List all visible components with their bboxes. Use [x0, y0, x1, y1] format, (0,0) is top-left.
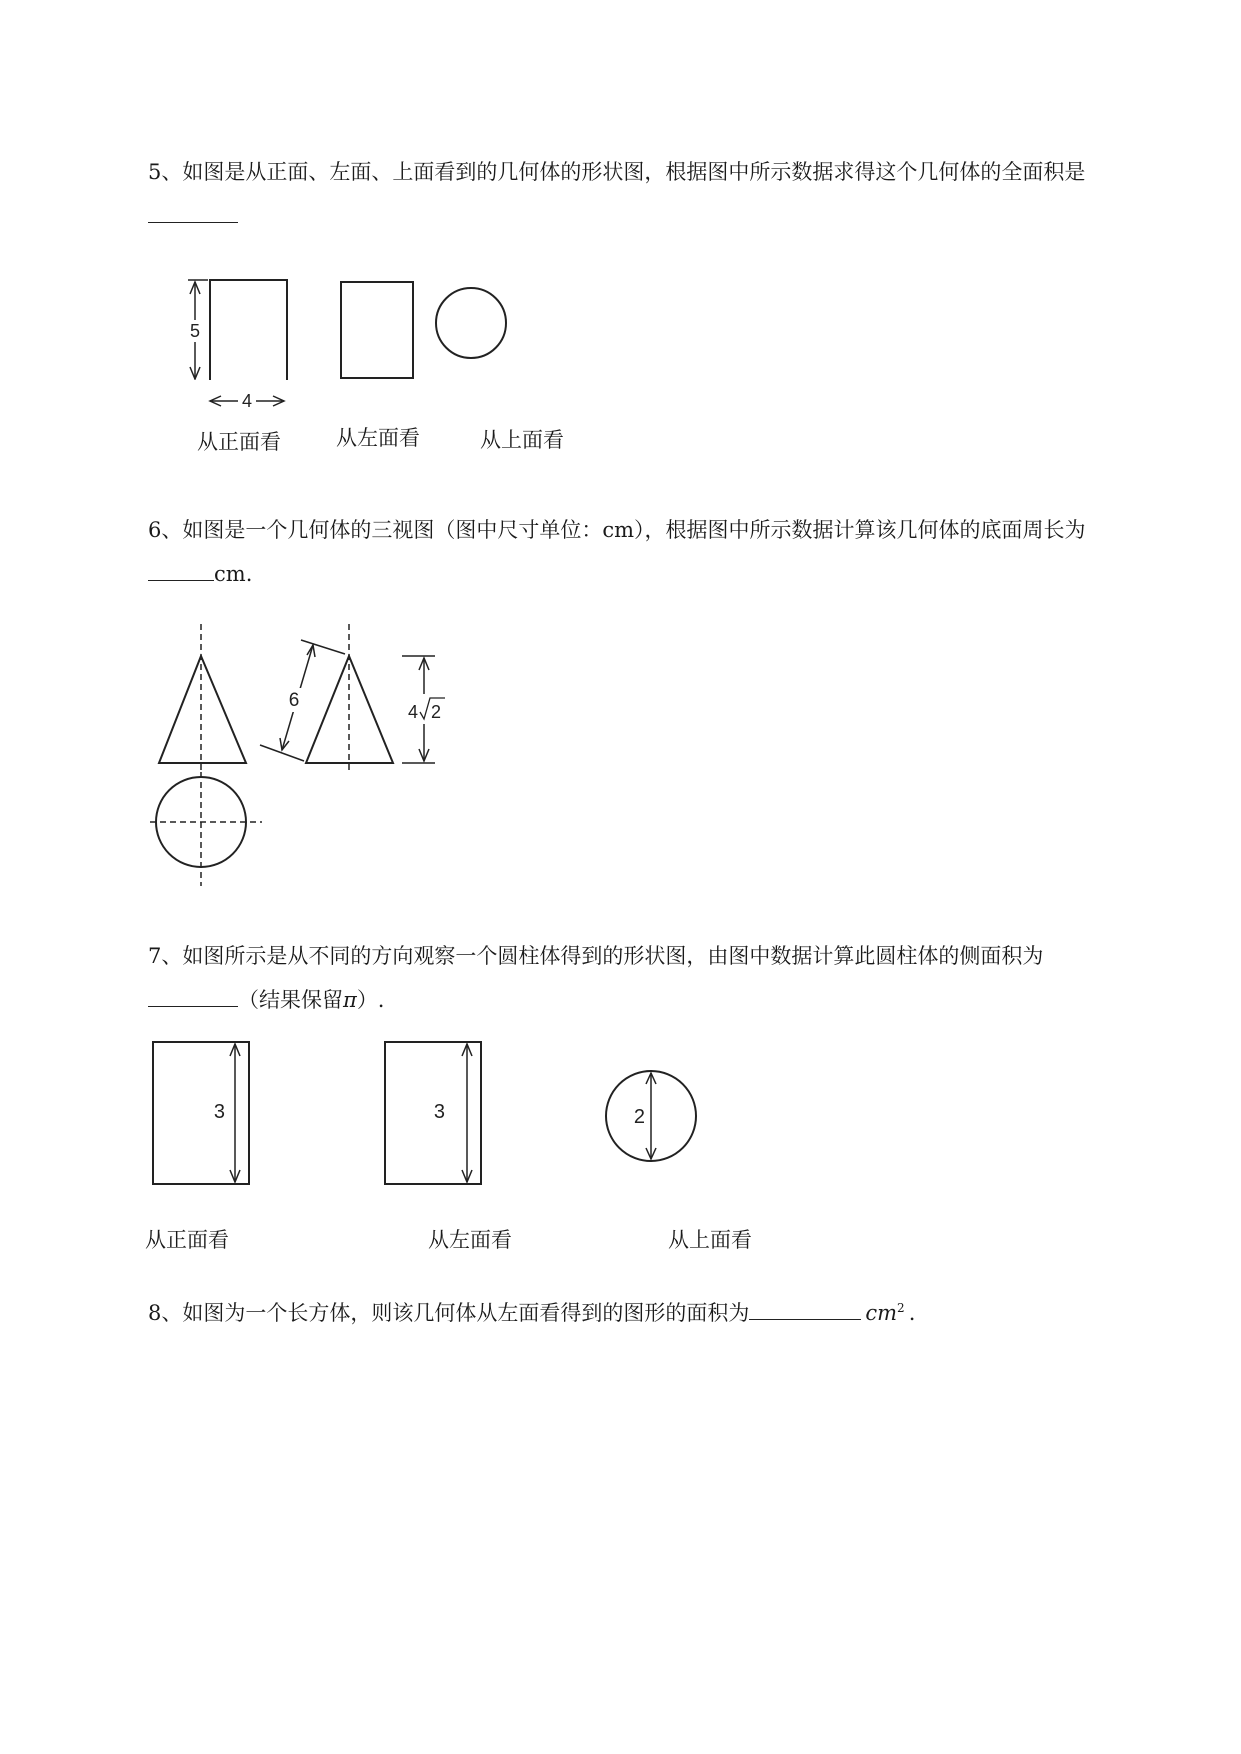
question-7: 7、如图所示是从不同的方向观察一个圆柱体得到的形状图，由图中数据计算此圆柱体的侧面积为 （结果保留π）. — [148, 934, 1158, 1022]
question-6: 6、如图是一个几何体的三视图（图中尺寸单位：cm），根据图中所示数据计算该几何体的底面周长为 cm. — [148, 508, 1158, 596]
answer-blank — [749, 1297, 861, 1320]
q6-figure — [140, 620, 460, 890]
dim-left-label: 3 — [433, 1101, 445, 1123]
q5-figure — [150, 260, 590, 380]
top-view-circle — [436, 288, 506, 358]
left-view-rect — [341, 282, 413, 378]
dim-front-label: 3 — [213, 1101, 225, 1123]
unit-cm: cm — [214, 562, 246, 586]
unit-cm: cm — [865, 1301, 898, 1325]
front-view-rect — [210, 280, 287, 380]
answer-blank — [148, 200, 238, 223]
caption-top: 从上面看 — [480, 428, 564, 452]
q5-dim-width — [208, 388, 290, 412]
answer-blank — [148, 984, 238, 1007]
caption-front: 从正面看 — [145, 1228, 229, 1252]
q7-figure — [145, 1036, 715, 1196]
caption-top: 从上面看 — [668, 1228, 752, 1252]
dim-height-label: 5 — [189, 321, 201, 341]
question-7-text: 7、如图所示是从不同的方向观察一个圆柱体得到的形状图，由图中数据计算此圆柱体的侧面积为 — [148, 944, 1044, 968]
front-view-triangle — [159, 656, 246, 763]
pi-symbol: π — [343, 988, 357, 1012]
dim-slant-label: 6 — [288, 690, 300, 711]
dim-height-radicand: 2 — [431, 702, 442, 722]
dim-height-coef: 4 — [408, 702, 419, 722]
caption-left: 从左面看 — [428, 1228, 512, 1252]
question-5 — [148, 150, 1158, 238]
caption-left: 从左面看 — [336, 426, 420, 450]
question-6-text: 6、如图是一个几何体的三视图（图中尺寸单位：cm），根据图中所示数据计算该几何体的底面周长为 — [148, 518, 1086, 542]
dim-width-label: 4 — [241, 391, 253, 411]
question-5-text: 5、如图是从正面、左面、上面看到的几何体的形状图，根据图中所示数据求得这个几何体的全面积是 — [148, 160, 1086, 184]
dim-top-label: 2 — [633, 1106, 645, 1128]
caption-front: 从正面看 — [197, 430, 281, 454]
question-8-text: 8、如图为一个长方体，则该几何体从左面看得到的图形的面积为 — [148, 1301, 750, 1325]
answer-blank — [148, 558, 214, 581]
unit-exponent: 2 — [897, 1301, 905, 1315]
question-8: 8、如图为一个长方体，则该几何体从左面看得到的图形的面积为 $cm^2$ . — [148, 1286, 1158, 1335]
